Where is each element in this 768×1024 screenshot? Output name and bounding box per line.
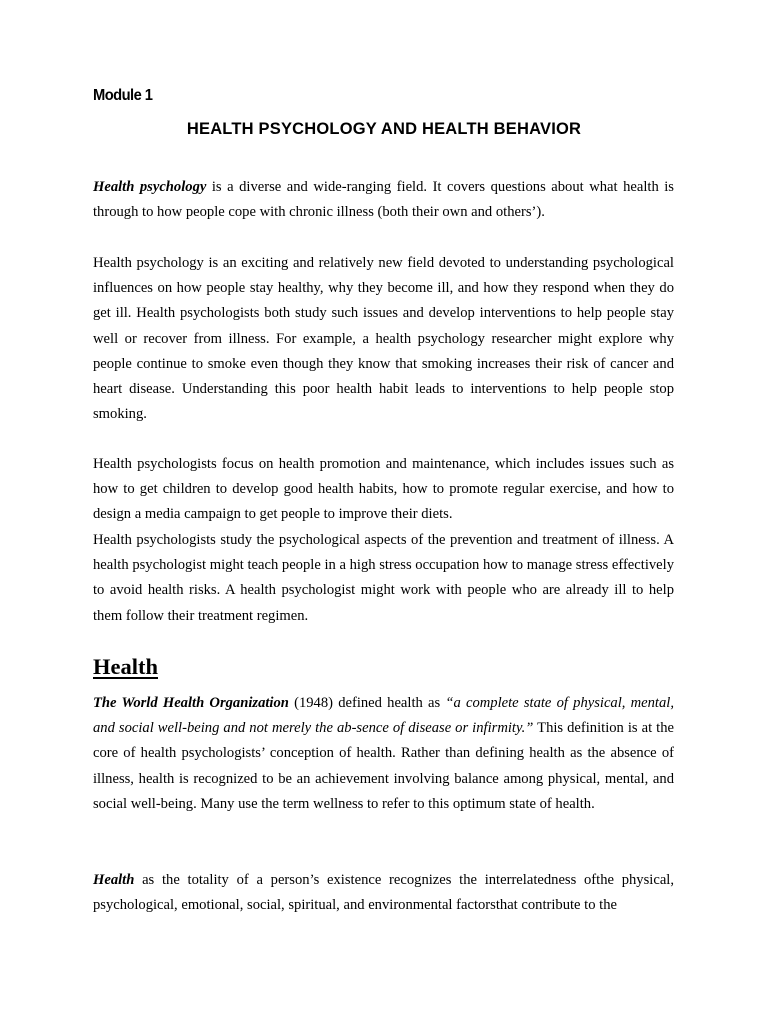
paragraph-health-promotion: Health psychologists focus on health promotion and maintenance, which includes issues such as how to get children to develop good health habits, how to promote regular exercise, and how to design a media campaign to get people to improve their diets. bbox=[93, 456, 674, 523]
term-who: The World Health Organization bbox=[93, 695, 289, 711]
paragraph-who-definition bbox=[93, 691, 674, 817]
intro-paragraph-text: is a diverse and wide-ranging field. It covers questions about what health is through to how people cope with chronic illness (both their own and others’). bbox=[93, 179, 674, 221]
who-text-after-quote: This definition is at the core of health psychologists’ conception of health. Rather than defining health as the absence of illness, health is recognized to be an achievement involving balance among physical, mental, and social well-being. Many use the term wellness to refer to this optimum state of health. bbox=[93, 720, 674, 812]
term-health: Health bbox=[93, 872, 135, 888]
paragraph-prevention-treatment: Health psychologists study the psychological aspects of the prevention and treatment of illness. A health psychologist might teach people in a high stress occupation how to manage stress effectively to avoid health risks. A health psychologist might work with people who are already ill to help them follow their treatment regimen. bbox=[93, 532, 674, 624]
term-health-psychology: Health psychology bbox=[93, 179, 207, 195]
who-text-before-quote: (1948) defined health as bbox=[288, 695, 446, 711]
who-definition-quote: “a complete state of physical, mental, and social well-being and not merely the ab-sence of disease or infirmity.” bbox=[93, 695, 674, 737]
health-totality-text: as the totality of a person’s existence recognizes the interrelatedness ofthe physical, psychological, emotional, social, spiritual, and environmental factorsthat contribute to the bbox=[93, 872, 674, 914]
intro-paragraph bbox=[93, 175, 674, 225]
paragraph-health-totality bbox=[93, 868, 674, 918]
section-heading-health: Health bbox=[93, 654, 158, 679]
module-title: HEALTH PSYCHOLOGY AND HEALTH BEHAVIOR bbox=[186, 120, 582, 138]
paragraph-field-overview: Health psychology is an exciting and relatively new field devoted to understanding psychological influences on how people stay healthy, why they become ill, and how they respond when they do get ill. Health psychologists both study such issues and develop interventions to help people stay well or recover from illness. For example, a health psychology researcher might explore why people continue to smoke even though they know that smoking increases their risk of cancer and heart disease. Understanding this poor health habit leads to interventions to help people stop smoking. bbox=[93, 255, 674, 423]
module-label: Module 1 bbox=[93, 87, 153, 104]
